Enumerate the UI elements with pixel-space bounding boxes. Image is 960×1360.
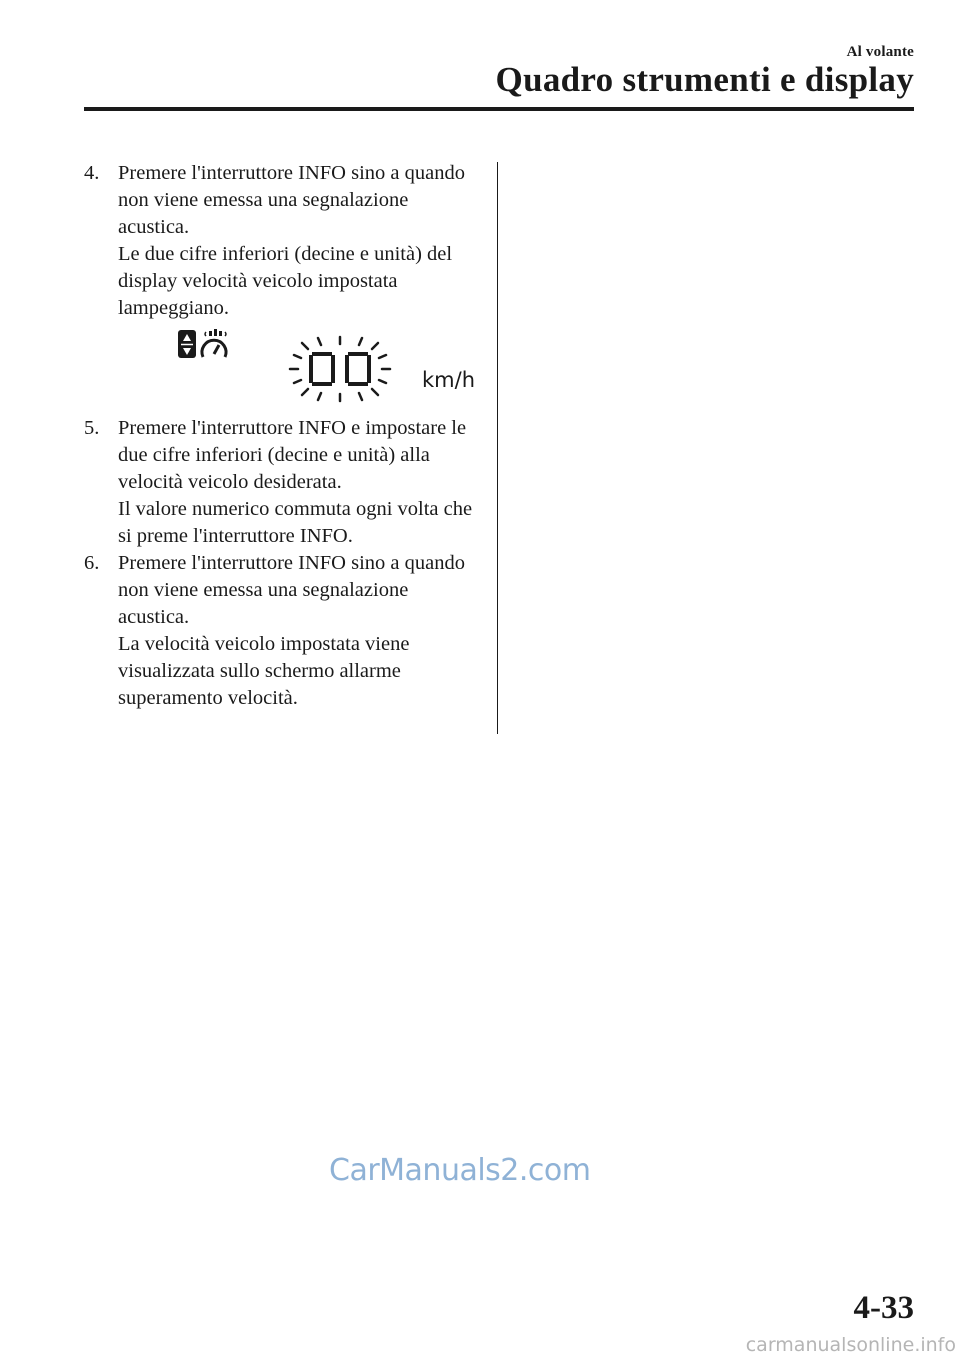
step-result: Le due cifre inferiori (decine e unità) del display velocità veicolo impostata lampeggiano. bbox=[118, 243, 453, 319]
steps-list bbox=[84, 160, 484, 712]
footer-watermark: carmanualsonline.info bbox=[745, 1334, 956, 1356]
step-4 bbox=[84, 160, 484, 415]
step-result: Il valore numerico commuta ogni volta che si preme l'interruttore INFO. bbox=[118, 498, 473, 547]
step-instruction: Premere l'interruttore INFO sino a quando non viene emessa una segnalazione acustica. bbox=[118, 162, 465, 238]
step-result: La velocità veicolo impostata viene visualizzata sullo schermo allarme superamento velocità. bbox=[118, 633, 410, 709]
speed-unit-label: km/h bbox=[422, 368, 476, 392]
column-divider bbox=[497, 162, 498, 734]
step-number: 5. bbox=[84, 417, 100, 439]
section-label: Al volante bbox=[846, 44, 914, 60]
blinking-digits bbox=[288, 335, 392, 403]
step-instruction: Premere l'interruttore INFO e impostare le due cifre inferiori (decine e unità) alla velocità veicolo desiderata. bbox=[118, 417, 467, 493]
step-number: 6. bbox=[84, 552, 100, 574]
page-number: 4-33 bbox=[853, 1290, 914, 1326]
speed-alarm-icon bbox=[178, 327, 230, 361]
watermark-logo: CarManuals2.com bbox=[329, 1153, 591, 1188]
speed-display-figure bbox=[118, 325, 484, 415]
header-rule bbox=[84, 107, 914, 111]
step-instruction: Premere l'interruttore INFO sino a quando non viene emessa una segnalazione acustica. bbox=[118, 552, 465, 628]
step-5 bbox=[84, 415, 484, 550]
chapter-title: Quadro strumenti e display bbox=[495, 60, 914, 99]
step-number: 4. bbox=[84, 162, 100, 184]
step-6 bbox=[84, 550, 484, 712]
